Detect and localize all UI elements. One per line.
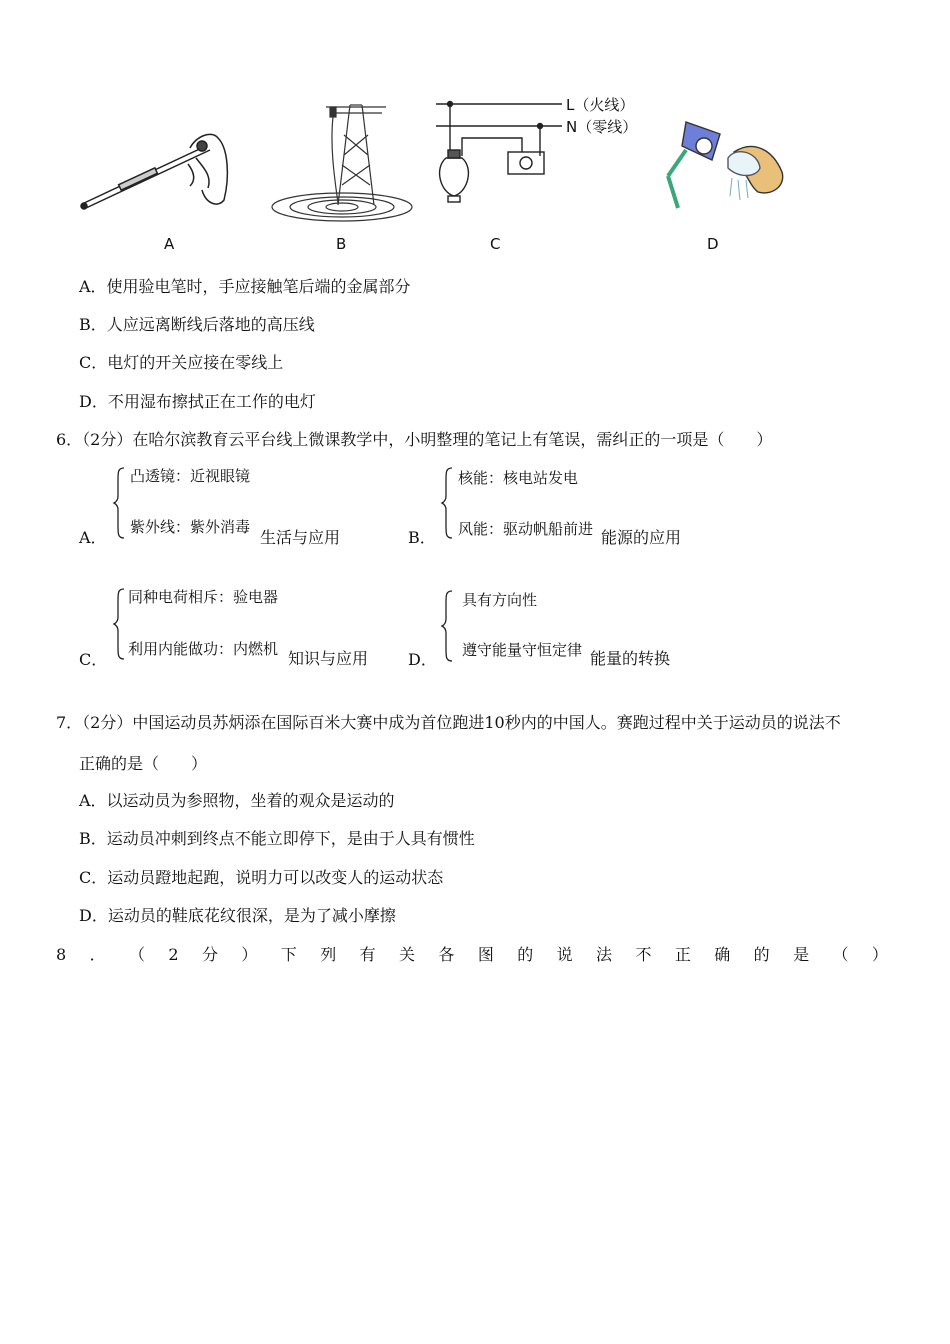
figure-label-d: D [707, 235, 719, 253]
q8-char: 的 [753, 945, 770, 964]
q6-option-d-line2: 遵守能量守恒定律 [462, 641, 583, 659]
q6-option-d-letter: D． [408, 650, 437, 669]
q8-char: （ [128, 945, 145, 964]
q8-char: ） [241, 945, 258, 964]
q7-option-c: C．运动员蹬地起跑，说明力可以改变人的运动状态 [79, 868, 444, 887]
q5-option-c: C．电灯的开关应接在零线上 [79, 353, 284, 372]
figure-d-lamp-wet-cloth [662, 116, 792, 216]
q6-option-a-brace [112, 466, 126, 540]
q6-option-a-line1: 凸透镜：近视眼镜 [130, 467, 251, 485]
q6-option-a-letter: A． [79, 528, 107, 547]
figure-a-test-pen [78, 128, 238, 218]
q8-char: ） [871, 945, 888, 964]
q6-option-b-line2: 风能：驱动帆船前进 [458, 520, 594, 538]
q8-char: 列 [320, 945, 337, 964]
figure-label-b: B [336, 235, 347, 253]
q7-option-a: A．以运动员为参照物，坐着的观众是运动的 [79, 791, 395, 810]
q7-option-b: B．运动员冲刺到终点不能立即停下，是由于人具有惯性 [79, 829, 475, 848]
q8-char: 关 [399, 945, 416, 964]
q8-char: ． [89, 945, 106, 964]
q6-option-d-topic: 能量的转换 [590, 649, 671, 668]
q8-char: 图 [477, 945, 494, 964]
figure-b-high-voltage-tower [250, 95, 400, 225]
figure-label-c: C [490, 235, 501, 253]
q8-char: 说 [556, 945, 573, 964]
q8-char: 分 [201, 945, 218, 964]
q8-char: 8 [56, 945, 67, 964]
q8-char: 2 [168, 945, 179, 964]
q7-stem-line1: 7．（2分）中国运动员苏炳添在国际百米大赛中成为首位跑进10秒内的中国人。赛跑过程中关于运动员的说法不 [56, 713, 841, 732]
q6-option-c-line1: 同种电荷相斥：验电器 [128, 588, 279, 606]
q6-option-b-brace [440, 466, 454, 540]
q8-stem [56, 945, 888, 965]
figure-label-a: A [164, 235, 175, 253]
q8-char: 下 [280, 945, 297, 964]
q8-char: 的 [517, 945, 534, 964]
q8-char: （ [832, 945, 849, 964]
live-wire-label: L（火线） [566, 96, 635, 114]
q7-stem-line2: 正确的是（ ） [79, 754, 208, 773]
q8-char: 法 [596, 945, 613, 964]
q6-option-b-letter: B． [408, 528, 436, 547]
q6-option-c-brace [112, 587, 126, 661]
q6-option-d-brace [440, 589, 454, 663]
q5-option-a: A．使用验电笔时，手应接触笔后端的金属部分 [79, 277, 411, 296]
q8-char: 确 [714, 945, 731, 964]
q8-char: 各 [438, 945, 455, 964]
q8-char: 是 [793, 945, 810, 964]
q6-option-b-line1: 核能：核电站发电 [458, 469, 579, 487]
q6-stem: 6．（2分）在哈尔滨教育云平台线上微课教学中，小明整理的笔记上有笔误，需纠正的一项是（ ） [56, 430, 773, 449]
neutral-wire-label: N（零线） [566, 118, 638, 136]
q8-char: 有 [359, 945, 376, 964]
q5-option-b: B．人应远离断线后落地的高压线 [79, 315, 315, 334]
q6-option-d-line1: 具有方向性 [462, 591, 538, 609]
q6-option-a-line2: 紫外线：紫外消毒 [130, 518, 251, 536]
q6-option-b-topic: 能源的应用 [601, 528, 682, 547]
q7-option-d: D．运动员的鞋底花纹很深，是为了减小摩擦 [79, 906, 396, 925]
q8-char: 不 [635, 945, 652, 964]
q6-option-c-topic: 知识与应用 [288, 649, 369, 668]
q6-option-a-topic: 生活与应用 [260, 528, 341, 547]
q6-option-c-line2: 利用内能做功：内燃机 [128, 640, 279, 658]
q5-option-d: D．不用湿布擦拭正在工作的电灯 [79, 392, 316, 411]
q8-char: 正 [674, 945, 691, 964]
q6-option-c-letter: C． [79, 650, 108, 669]
